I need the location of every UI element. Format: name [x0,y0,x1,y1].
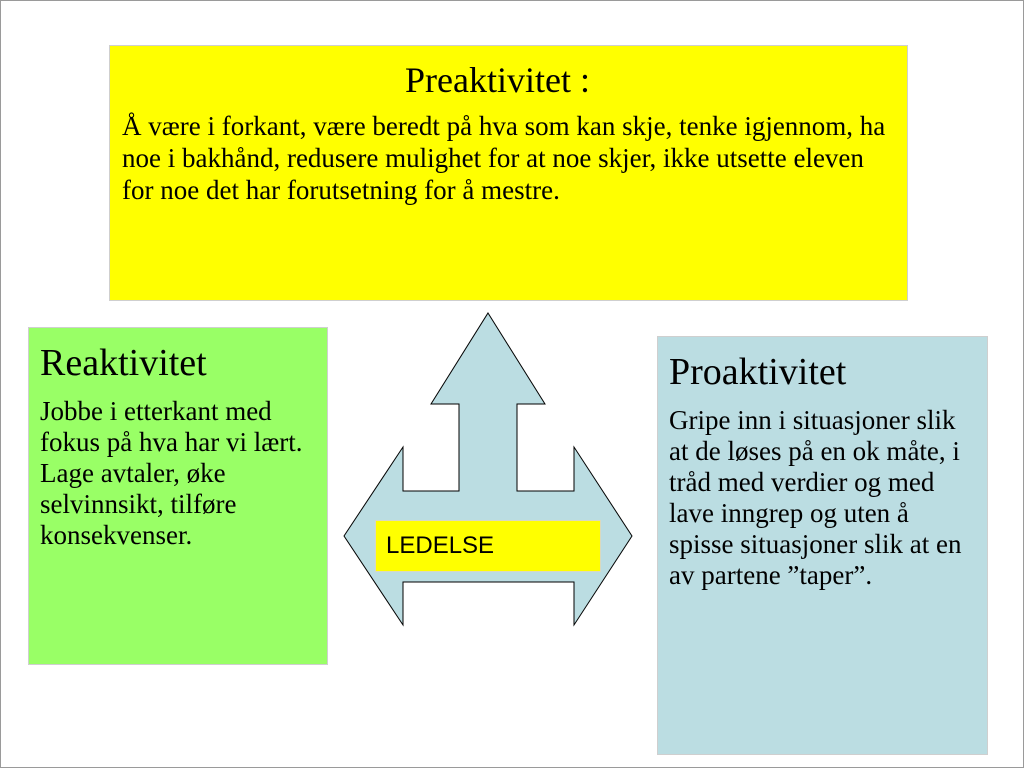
reaktivitet-body: Jobbe i etterkant med fokus på hva har vi lært. Lage avtaler, øke selvinnsikt, tilføre konsekvenser. [40,396,303,550]
proaktivitet-body: Gripe inn i situasjoner slik at de løses på en ok måte, i tråd med verdier og med lave inngrep og uten å spisse situasjoner slik at en av partene ”taper”. [669,405,962,590]
reaktivitet-title: Reaktivitet [40,342,207,384]
proaktivitet-title: Proaktivitet [669,351,847,393]
preaktivitet-title: Preaktivitet : [405,60,590,100]
three-way-arrow-shape [344,313,632,625]
preaktivitet-body: Å være i forkant, være beredt på hva som kan skje, tenke igjennom, ha noe i bakhånd, redusere mulighet for at noe skjer, ikke utsette eleven for noe det har forutsetning for å mestre. [122,111,886,205]
ledelse-label: LEDELSE [375,520,601,572]
